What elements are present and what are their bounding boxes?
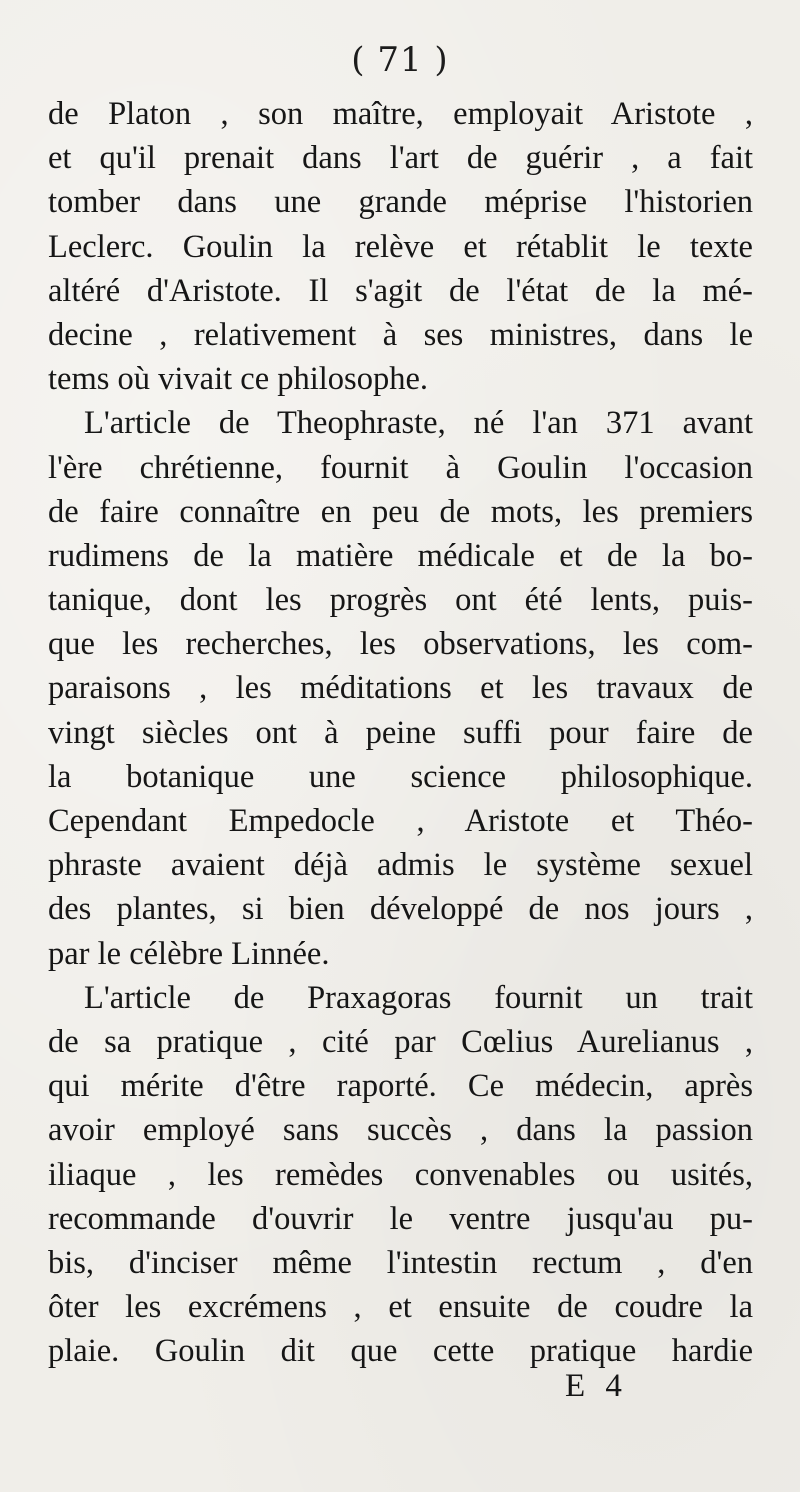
text-line: altéré d'Aristote. Il s'agit de l'état de la mé- [48, 272, 753, 309]
text-line: de sa pratique , cité par Cœlius Aurelianus , [48, 1023, 753, 1060]
text-line: de faire connaître en peu de mots, les premiers [48, 493, 753, 530]
body-text [48, 92, 753, 1373]
text-line: que les recherches, les observations, les com- [48, 626, 753, 663]
text-line: par le célèbre Linnée. [48, 935, 330, 972]
text-line: paraisons , les méditations et les travaux de [48, 670, 753, 707]
text-line: qui mérite d'être raporté. Ce médecin, après [48, 1068, 753, 1105]
text-line: avoir employé sans succès , dans la passion [48, 1112, 753, 1149]
text-line: tems où vivait ce philosophe. [48, 361, 429, 398]
page-number: ( 71 ) [351, 40, 449, 80]
text-line: iliaque , les remèdes convenables ou usités, [48, 1156, 753, 1193]
text-line: Leclerc. Goulin la relève et rétablit le texte [48, 228, 753, 265]
text-line: recommande d'ouvrir le ventre jusqu'au pu- [48, 1200, 753, 1237]
text-line: bis, d'inciser même l'intestin rectum , d'en [48, 1244, 753, 1281]
text-line: et qu'il prenait dans l'art de guérir , a fait [48, 140, 753, 177]
text-line: rudimens de la matière médicale et de la bo- [48, 537, 753, 574]
text-line: plaie. Goulin dit que cette pratique hardie [48, 1333, 753, 1370]
text-line: l'ère chrétienne, fournit à Goulin l'occasion [48, 449, 753, 486]
signature-mark: E 4 [565, 1368, 628, 1404]
text-line: vingt siècles ont à peine suffi pour faire de [48, 714, 753, 751]
text-line: de Platon , son maître, employait Aristote , [48, 96, 753, 132]
text-line: L'article de Praxagoras fournit un trait [84, 979, 753, 1016]
text-line: la botanique une science philosophique. [48, 758, 753, 795]
text-line: tanique, dont les progrès ont été lents, puis- [48, 582, 753, 619]
text-line: phraste avaient déjà admis le système sexuel [48, 847, 753, 884]
text-line: L'article de Theophraste, né l'an 371 avant [84, 405, 753, 442]
text-line: tomber dans une grande méprise l'historien [48, 184, 753, 221]
paragraph [48, 976, 753, 1374]
text-line: ôter les excrémens , et ensuite de coudre la [48, 1289, 753, 1326]
paragraph [48, 401, 753, 975]
text-line: Cependant Empedocle , Aristote et Théo- [48, 803, 753, 839]
paragraph [48, 92, 753, 401]
text-line: des plantes, si bien développé de nos jours , [48, 891, 753, 928]
text-line: decine , relativement à ses ministres, dans le [48, 316, 753, 353]
